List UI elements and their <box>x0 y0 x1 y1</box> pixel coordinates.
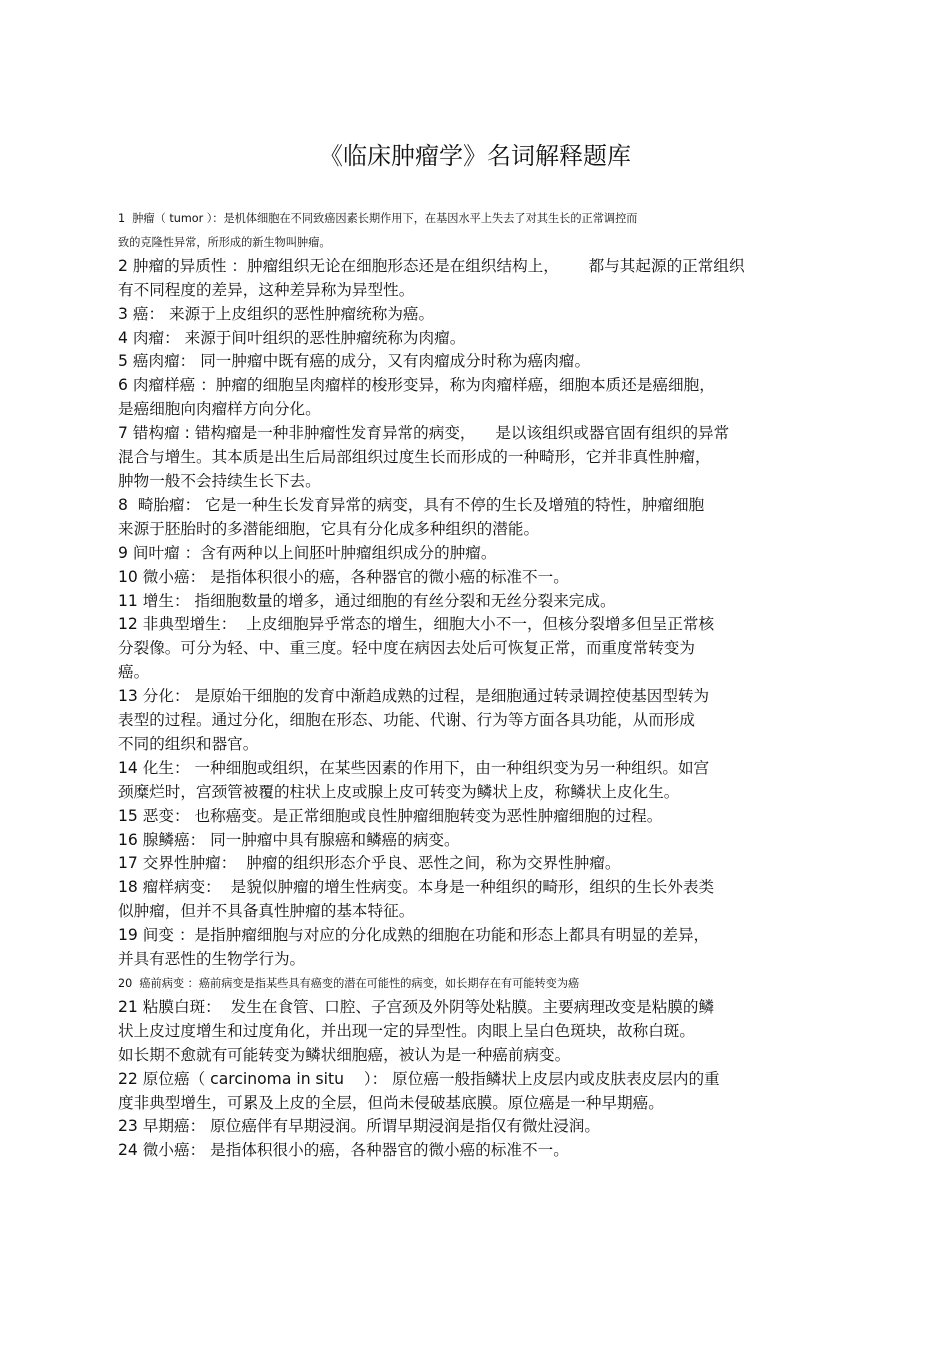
entry-line: 表型的过程。通过分化，细胞在形态、功能、代谢、行为等方面各具功能，从而形成 <box>118 711 695 730</box>
entry-line: 3 癌： 来源于上皮组织的恶性肿瘤统称为癌。 <box>118 304 435 323</box>
entry-line: 12 非典型增生： 上皮细胞异乎常态的增生，细胞大小不一，但核分裂增多但呈正常核 <box>118 615 715 634</box>
entry-line: 不同的组织和器官。 <box>118 734 259 753</box>
entry-line: 状上皮过度增生和过度角化，并出现一定的异型性。肉眼上呈白色斑块，故称白斑。 <box>118 1021 695 1040</box>
glossary-entries <box>118 207 830 1163</box>
entry-line: 9 间叶瘤 ：含有两种以上间胚叶肿瘤组织成分的肿瘤。 <box>118 543 497 562</box>
entry-line: 5 癌肉瘤： 同一肿瘤中既有癌的成分，又有肉瘤成分时称为癌肉瘤。 <box>118 352 591 371</box>
entry-line: 颈糜烂时，宫颈管被覆的柱状上皮或腺上皮可转变为鳞状上皮，称鳞状上皮化生。 <box>118 782 680 801</box>
entry-line: 16 腺鳞癌： 同一肿瘤中具有腺癌和鳞癌的病变。 <box>118 830 460 849</box>
entry-line: 致的克隆性异常，所形成的新生物叫肿瘤。 <box>118 235 331 249</box>
entry-line: 度非典型增生，可累及上皮的全层，但尚未侵破基底膜。原位癌是一种早期癌。 <box>118 1093 664 1112</box>
entry-line: 4 肉瘤： 来源于间叶组织的恶性肿瘤统称为肉瘤。 <box>118 328 466 347</box>
entry-line: 分裂像。可分为轻、中、重三度。轻中度在病因去处后可恢复正常，而重度常转变为 <box>118 639 695 658</box>
entry-line: 8 畸胎瘤： 它是一种生长发育异常的病变，具有不停的生长及增殖的特性，肿瘤细胞 <box>118 495 705 514</box>
entry-line: 6 肉瘤样癌 ：肿瘤的细胞呈肉瘤样的梭形变异，称为肉瘤样癌，细胞本质还是癌细胞， <box>118 376 715 395</box>
entry-line: 肿物一般不会持续生长下去。 <box>118 471 321 490</box>
entry-line: 2 肿瘤的异质性 ：肿瘤组织无论在细胞形态还是在组织结构上， 都与其起源的正常组织 <box>118 256 745 275</box>
entry-line: 混合与增生。其本质是出生后局部组织过度生长而形成的一种畸形，它并非真性肿瘤， <box>118 448 711 467</box>
entry-line: 来源于胚胎时的多潜能细胞，它具有分化成多种组织的潜能。 <box>118 519 540 538</box>
entry-line: 并具有恶性的生物学行为。 <box>118 950 306 969</box>
entry-line: 15 恶变： 也称癌变。是正常细胞或良性肿瘤细胞转变为恶性肿瘤细胞的过程。 <box>118 806 663 825</box>
entry-line: 是癌细胞向肉瘤样方向分化。 <box>118 400 321 419</box>
entry-line: 17 交界性肿瘤： 肿瘤的组织形态介乎良、恶性之间，称为交界性肿瘤。 <box>118 854 621 873</box>
entry-line: 23 早期癌： 原位癌伴有早期浸润。所谓早期浸润是指仅有微灶浸润。 <box>118 1117 600 1136</box>
entry-line: 似肿瘤，但并不具备真性肿瘤的基本特征。 <box>118 902 415 921</box>
entry-line: 如长期不愈就有可能转变为鳞状细胞癌，被认为是一种癌前病变。 <box>118 1045 571 1064</box>
entry-line: 癌。 <box>118 663 150 682</box>
entry-line: 19 间变 ：是指肿瘤细胞与对应的分化成熟的细胞在功能和形态上都具有明显的差异， <box>118 926 710 945</box>
entry-line: 22 原位癌（ carcinoma in situ ）： 原位癌一般指鳞状上皮层内或皮肤表皮层内的重 <box>118 1069 720 1088</box>
entry-line: 有不同程度的差异，这种差异称为异型性。 <box>118 280 415 299</box>
entry-line: 18 瘤样病变： 是貌似肿瘤的增生性病变。本身是一种组织的畸形，组织的生长外表类 <box>118 878 715 897</box>
entry-line: 11 增生： 指细胞数量的增多，通过细胞的有丝分裂和无丝分裂来完成。 <box>118 591 616 610</box>
entry-line: 21 粘膜白斑： 发生在食管、口腔、子宫颈及外阴等处粘膜。主要病理改变是粘膜的鳞 <box>118 997 715 1016</box>
document-title: 《临床肿瘤学》名词解释题库 <box>319 142 631 170</box>
entry-line: 24 微小癌： 是指体积很小的癌，各种器官的微小癌的标准不一。 <box>118 1141 569 1160</box>
entry-line: 14 化生： 一种细胞或组织，在某些因素的作用下，由一种组织变为另一种组织。如宫 <box>118 758 710 777</box>
entry-line: 20 癌前病变 ：癌前病变是指某些具有癌变的潜在可能性的病变，如长期存在有可能转变为癌 <box>118 977 580 990</box>
entry-line: 10 微小癌： 是指体积很小的癌，各种器官的微小癌的标准不一。 <box>118 567 569 586</box>
entry-line: 7 错构瘤 : 错构瘤是一种非肿瘤性发育异常的病变， 是以该组织或器官固有组织的异常 <box>118 424 730 443</box>
entry-line: 13 分化： 是原始干细胞的发育中渐趋成熟的过程，是细胞通过转录调控使基因型转为 <box>118 687 710 706</box>
entry-line: 1 肿瘤（ tumor ）：是机体细胞在不同致癌因素长期作用下，在基因水平上失去了对其生长的正常调控而 <box>118 212 638 225</box>
